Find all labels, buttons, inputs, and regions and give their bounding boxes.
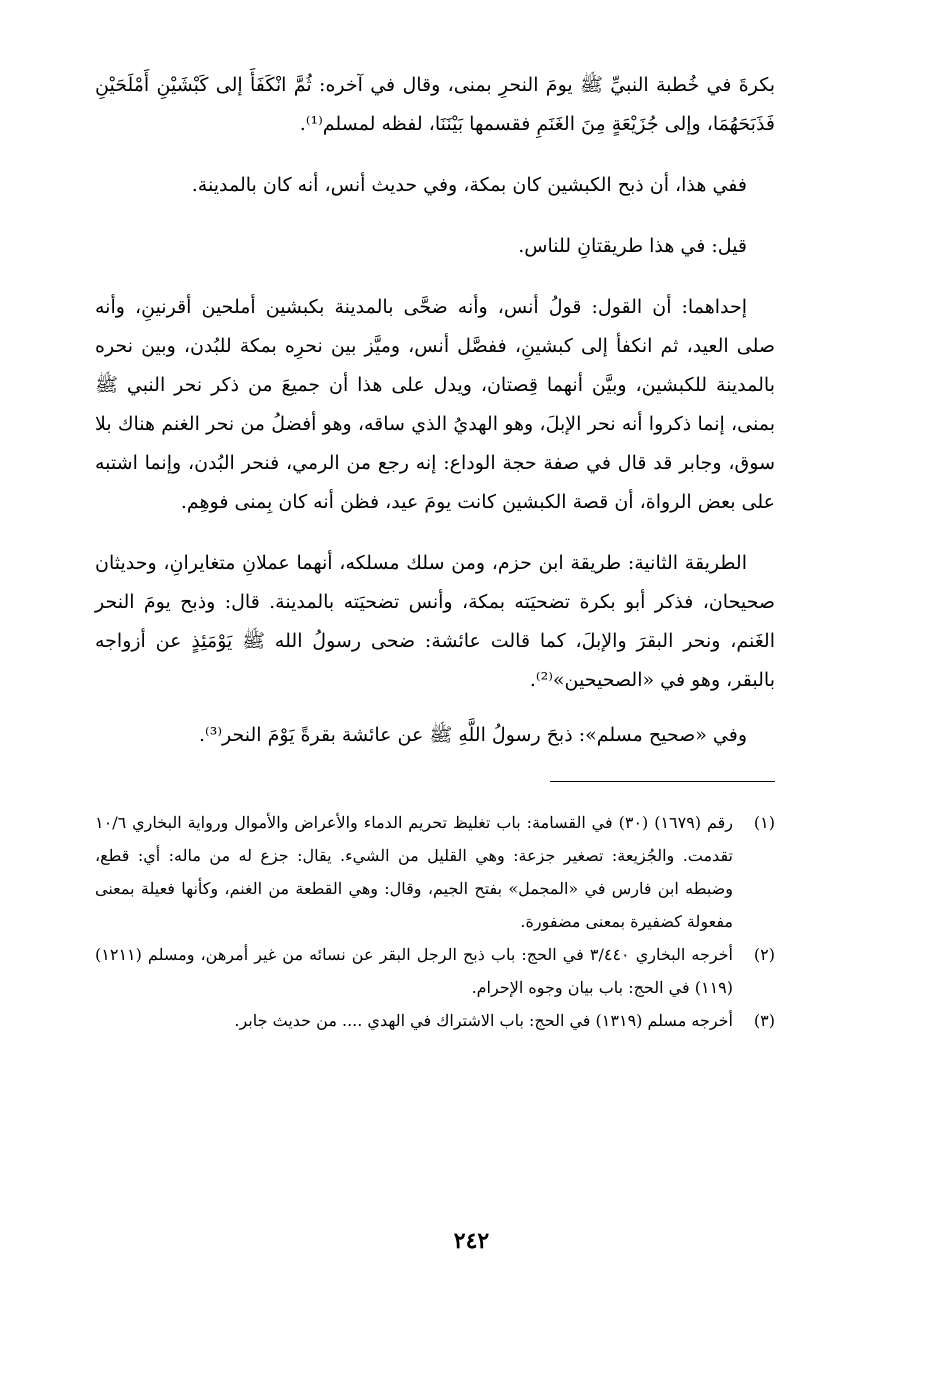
footnote-divider [550,781,775,782]
footnote-number: (٣) [753,1011,775,1030]
footnote [95,938,775,1004]
paragraph-sahih-muslim: وفي «صحيح مسلم»: ذبحَ رسولُ اللَّهِ ﷺ عن عائشة بقرةً يَوْمَ النحر⁽³⁾. [199,724,747,746]
paragraph-two-methods: قيل: في هذا طريقتانِ للناس. [518,235,747,257]
footnote-text: أخرجه البخاري ٣/٤٤٠ في الحج: باب ذبح الرجل البقر عن نسائه من غير أمرهن، ومسلم (١٢١١) (١١٩) في الحج: باب بيان وجوه الإحرام. [95,945,734,997]
footnotes [95,806,775,1037]
footnote-text: أخرجه مسلم (١٣١٩) في الحج: باب الاشتراك في الهدي .... من حديث جابر. [234,1011,733,1030]
footnote-number: (٢) [753,945,775,964]
paragraph-conclusion: ففي هذا، أن ذبح الكبشين كان بمكة، وفي حديث أنس، أنه كان بالمدينة. [191,174,747,196]
paragraph-second-method: الطريقة الثانية: طريقة ابن حزم، ومن سلك مسلكه، أنهما عملانِ متغايرانِ، وحديثان صحيحان، فذكر أبو بكرة تضحيَته بمكة، وأنس تضحيَته بالمدينة. قال: وذبح يومَ النحر الغَنم، ونحر البقرَ والإبلَ، كما قالت عائشة: ضحى رسولُ الله ﷺ يَوْمَئِذٍ عن أزواجه بالبقر، وهو في «الصحيحين»⁽²⁾. [95,552,775,691]
page-body [95,66,775,1037]
footnote [95,806,775,938]
footnote-number: (١) [753,813,775,832]
page-number: ٢٤٢ [453,1228,490,1254]
paragraph-continuation: بكرةَ في خُطبة النبيِّ ﷺ يومَ النحرِ بمنى، وقال في آخره: ثُمَّ انْكَفَأَ إلى كَبْشَيْنِ أَمْلَحَيْنِ فَذَبَحَهُمَا، وإلى جُزَيْعَةٍ مِنَ الغَنَمِ فقسمها بَيْنَنَا، لفظه لمسلم⁽¹⁾. [95,74,775,135]
footnote [95,1004,775,1037]
paragraph-first-method: إحداهما: أن القول: قولُ أنس، وأنه ضحَّى بالمدينة بكبشين أملحين أقرنينِ، وأنه صلى العيد، ثم انكفأ إلى كبشينِ، ففصَّل أنس، وميَّز بين نحرِه بمكة للبُدن، وبين نحره بالمدينة للكبشين، وبيَّن أنهما قِصتان، ويدل على هذا أن جميعَ من ذكر نحر النبي ﷺ بمنى، إنما ذكروا أنه نحر الإبلَ، وهو الهديُ الذي ساقه، وهو أفضلُ من نحر الغنم هناك بلا سوق، وجابر قد قال في صفة حجة الوداع: إنه رجع من الرمي، فنحر البُدن، وإنما اشتبه على بعض الرواة، أن قصة الكبشين كانت يومَ عيد، فظن أنه كان بِمنى فوهِم. [95,296,775,513]
footnote-text: رقم (١٦٧٩) (٣٠) في القسامة: باب تغليظ تحريم الدماء والأعراض والأموال ورواية البخاري ١٠/٦ تقدمت. والجُزيعة: تصغير جزعة: وهي القليل من الشيء. يقال: جزع له من ماله: أي: قطع، وضبطه ابن فارس في «المجمل» بفتح الجيم، وقال: وهي القطعة من الغنم، وكأنها فعيلة بمعنى مفعولة كضفيرة بمعنى مضفورة. [95,813,734,931]
